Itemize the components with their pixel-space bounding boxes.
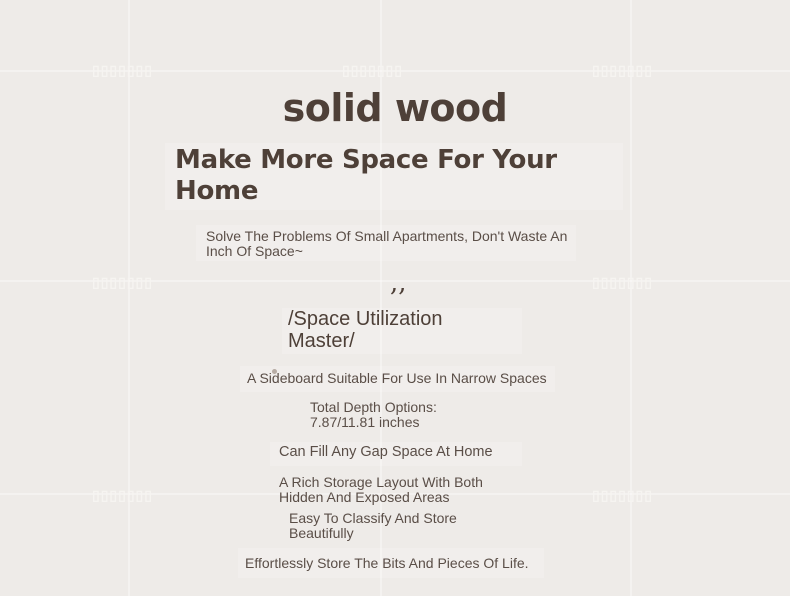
watermark-logo: ▯▯▯▯▯▯▯ bbox=[592, 487, 653, 503]
quote-mark: ,, bbox=[390, 268, 407, 298]
watermark-logo: ▯▯▯▯▯▯▯ bbox=[92, 487, 153, 503]
feature-item: Can Fill Any Gap Space At Home bbox=[279, 444, 493, 460]
section-title: /Space Utilization Master/ bbox=[288, 308, 443, 352]
watermark-logo: ▯▯▯▯▯▯▯ bbox=[92, 62, 153, 78]
feature-item: Effortlessly Store The Bits And Pieces Of Life. bbox=[245, 555, 529, 571]
feature-item: A Sideboard Suitable For Use In Narrow Spaces bbox=[247, 370, 547, 386]
watermark-logo: ▯▯▯▯▯▯▯ bbox=[592, 274, 653, 290]
feature-item: Easy To Classify And Store Beautifully bbox=[289, 510, 457, 541]
feature-item: Total Depth Options: 7.87/11.81 inches bbox=[310, 399, 437, 430]
watermark-logo: ▯▯▯▯▯▯▯ bbox=[592, 62, 653, 78]
watermark-logo: ▯▯▯▯▯▯▯ bbox=[342, 62, 403, 78]
page-subheadline: Solve The Problems Of Small Apartments, Don't Waste An Inch Of Space~ bbox=[206, 228, 568, 259]
brand-title: solid wood bbox=[282, 86, 508, 130]
feature-item: A Rich Storage Layout With Both Hidden And Exposed Areas bbox=[279, 474, 483, 505]
page-headline: Make More Space For Your Home bbox=[175, 145, 557, 206]
watermark-logo: ▯▯▯▯▯▯▯ bbox=[92, 274, 153, 290]
